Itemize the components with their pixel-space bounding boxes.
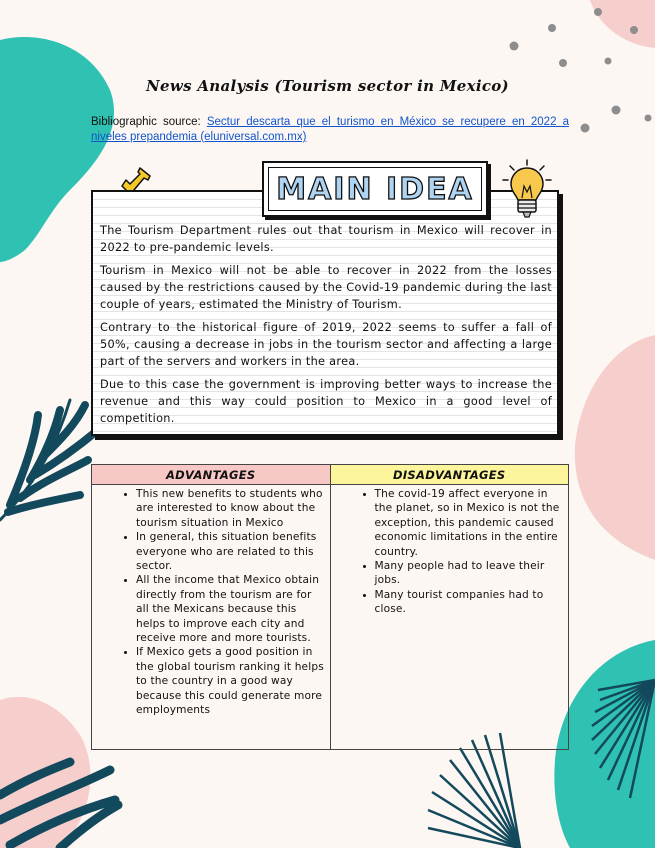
source-link[interactable]: Sectur descarta que el turismo en México se recupere en 2022 a niveles prepandemia (eluniversal.com.mx) [91, 116, 569, 143]
disadvantage-item: • Many people had to leave their jobs. [375, 559, 565, 588]
pink-blob-top-right [590, 0, 655, 48]
main-idea-paragraph: The Tourism Department rules out that tourism in Mexico will recover in 2022 to pre-pandemic levels. [100, 224, 552, 254]
advantage-item: • If Mexico gets a good position in the global tourism ranking it helps to the country in a good way because this could generate more employments [136, 645, 326, 717]
disadvantages-list [331, 487, 565, 617]
advantage-item: • In general, this situation benefits everyone who are related to this sector. [136, 530, 326, 573]
main-idea-paragraph: Due to this case the government is improving better ways to increase the revenue and this way could position to Mexico in a good level of competition. [100, 378, 552, 425]
disadvantage-item: • The covid-19 affect everyone in the planet, so in Mexico is not the exception, this pandemic caused economic limitations in the entire country. [375, 487, 565, 559]
main-idea-heading: MAIN IDEA [276, 171, 474, 207]
advantages-cell [92, 485, 331, 750]
disadvantages-cell [330, 485, 569, 750]
main-idea-banner-frame [268, 167, 482, 211]
advantages-header: ADVANTAGES [92, 465, 331, 485]
advantages-disadvantages-table [91, 464, 569, 750]
navy-leaf-left [0, 400, 98, 520]
advantage-item: • All the income that Mexico obtain directly from the tourism are for all the Mexicans because this helps to improve each city and receive more and more tourists. [136, 573, 326, 645]
main-idea-paragraph: Contrary to the historical figure of 2019, 2022 seems to suffer a fall of 50%, causing a decrease in jobs in the tourism sector and affecting a large part of the servers and workers in the area. [100, 321, 552, 368]
bibliography-label: Bibliographic source: [91, 116, 201, 128]
pink-blob-right [575, 335, 655, 560]
page-title: News Analysis (Tourism sector in Mexico) [146, 77, 509, 95]
main-idea-banner [262, 161, 488, 217]
light-bulb-icon [500, 158, 554, 222]
advantages-list [92, 487, 326, 718]
bibliographic-source [91, 115, 569, 145]
fan-leaf-bottom-center [428, 733, 520, 848]
disadvantage-item: • Many tourist companies had to close. [375, 588, 565, 617]
main-idea-text [100, 222, 552, 433]
main-idea-paragraph: Tourism in Mexico will not be able to recover in 2022 from the losses caused by the restrictions caused by the Covid-19 pandemic during the last couple of years, estimated the Ministry of Tourism. [100, 264, 552, 311]
disadvantages-header: DISADVANTAGES [330, 465, 569, 485]
advantage-item: • This new benefits to students who are interested to know about the tourism situation in Mexico [136, 487, 326, 530]
